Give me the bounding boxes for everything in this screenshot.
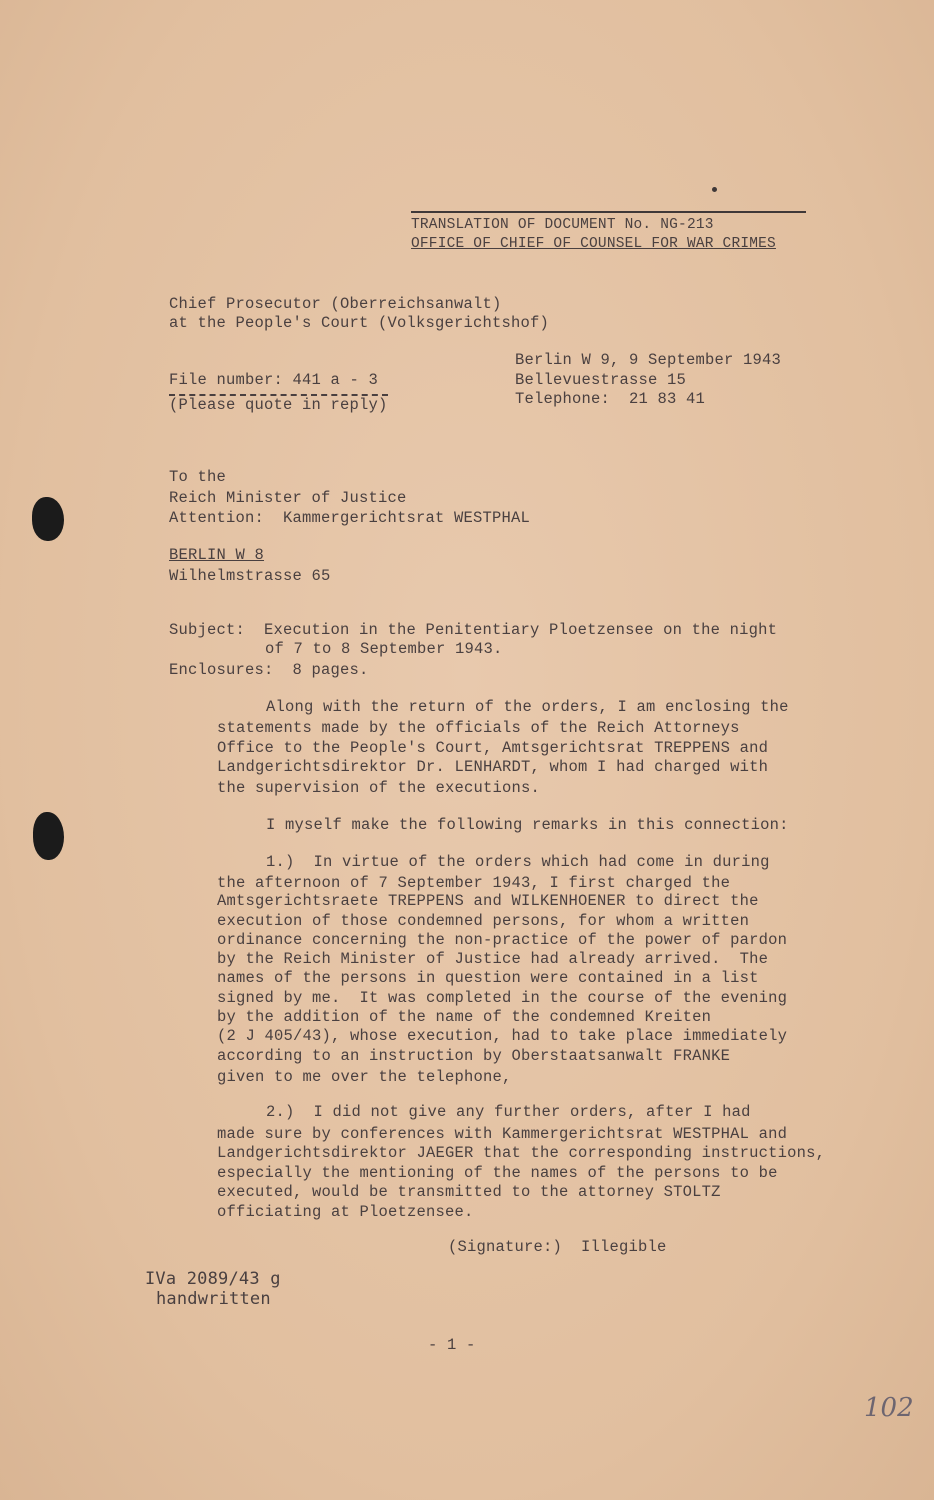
paragraph3-line: by the addition of the name of the condemned Kreiten (217, 1008, 712, 1026)
recipient-name: Reich Minister of Justice (169, 489, 407, 507)
paragraph4-line: officiating at Ploetzensee. (217, 1203, 474, 1221)
telephone-line: Telephone: 21 83 41 (515, 390, 706, 408)
header-translation-line: TRANSLATION OF DOCUMENT No. NG-213 (411, 217, 714, 233)
paragraph3-line: (2 J 405/43), whose execution, had to take place immediately (217, 1027, 788, 1045)
subject-line-2: of 7 to 8 September 1943. (265, 640, 503, 658)
paragraph3-line: ordinance concerning the non-practice of the power of pardon (217, 931, 788, 949)
recipient-street: Wilhelmstrasse 65 (169, 567, 331, 585)
footer-handwritten-note: handwritten (156, 1289, 271, 1309)
paragraph3-line: Amtsgerichtsraete TREPPENS and WILKENHOENER to direct the (217, 892, 759, 910)
paragraph1-line: Landgerichtsdirektor Dr. LENHARDT, whom I had charged with (217, 758, 769, 776)
punch-hole-top (32, 497, 64, 541)
paragraph3-line: 1.) In virtue of the orders which had come in during (266, 853, 770, 871)
recipient-to: To the (169, 468, 227, 486)
paragraph3-line: by the Reich Minister of Justice had already arrived. The (217, 950, 769, 968)
paragraph3-line: the afternoon of 7 September 1943, I first charged the (217, 874, 731, 892)
subject-line-1: Subject: Execution in the Penitentiary Ploetzensee on the night (169, 621, 778, 639)
paragraph3-line: given to me over the telephone, (217, 1068, 512, 1086)
paragraph3-line: execution of those condemned persons, for whom a written (217, 912, 750, 930)
paragraph4-line: especially the mentioning of the names of the persons to be (217, 1164, 778, 1182)
stamped-page-number: 102 (864, 1393, 914, 1423)
header-top-rule (411, 211, 806, 213)
recipient-city: BERLIN W 8 (169, 546, 265, 564)
paragraph3-line: signed by me. It was completed in the course of the evening (217, 989, 788, 1007)
paragraph1-line: statements made by the officials of the Reich Attorneys (217, 719, 740, 737)
paragraph4-line: Landgerichtsdirektor JAEGER that the corresponding instructions, (217, 1144, 826, 1162)
street-line: Bellevuestrasse 15 (515, 371, 687, 389)
enclosures-line: Enclosures: 8 pages. (169, 661, 369, 679)
paragraph1-line: Office to the People's Court, Amtsgerichtsrat TREPPENS and (217, 739, 769, 757)
paragraph1-line: the supervision of the executions. (217, 779, 541, 797)
file-note: (Please quote in reply) (169, 396, 388, 414)
page-number: - 1 - (428, 1336, 476, 1354)
paragraph3-line: names of the persons in question were contained in a list (217, 969, 759, 987)
header-office-line: OFFICE OF CHIEF OF COUNSEL FOR WAR CRIMES (411, 236, 776, 252)
paragraph4-line: executed, would be transmitted to the attorney STOLTZ (217, 1183, 721, 1201)
paragraph3-line: according to an instruction by Oberstaatsanwalt FRANKE (217, 1047, 731, 1065)
paragraph4-line: 2.) I did not give any further orders, after I had (266, 1103, 751, 1121)
sender-title: Chief Prosecutor (Oberreichsanwalt) (169, 295, 502, 313)
paragraph2-line: I myself make the following remarks in this connection: (266, 816, 789, 834)
signature: (Signature:) Illegible (448, 1238, 667, 1256)
paragraph1-line: Along with the return of the orders, I am enclosing the (266, 698, 789, 716)
recipient-attention: Attention: Kammergerichtsrat WESTPHAL (169, 509, 531, 527)
paragraph4-line: made sure by conferences with Kammergerichtsrat WESTPHAL and (217, 1125, 788, 1143)
date-line: Berlin W 9, 9 September 1943 (515, 351, 782, 369)
sender-court: at the People's Court (Volksgerichtshof) (169, 314, 550, 332)
punch-hole-bottom (33, 812, 64, 860)
ink-dot (712, 187, 717, 192)
footer-reference: IVa 2089/43 g (145, 1269, 281, 1289)
file-number: File number: 441 a - 3 (169, 371, 379, 389)
